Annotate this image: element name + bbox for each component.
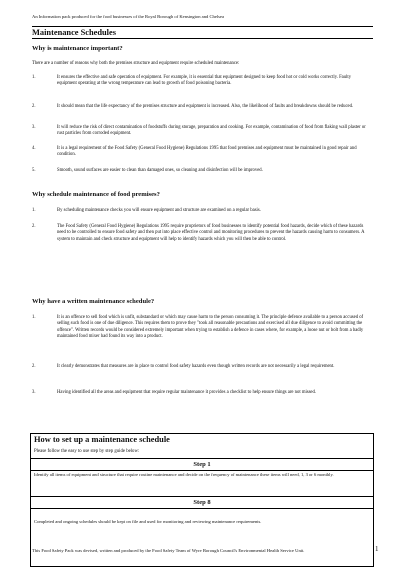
section-heading-schedule-maintenance: Why schedule maintenance of food premises?: [32, 191, 160, 198]
step-1-heading: Step 1: [31, 458, 373, 471]
guide-heading: How to set up a maintenance schedule: [34, 435, 170, 444]
section-intro: There are a number of reasons why both the premises structure and equipment require scheduled maintenance:: [32, 61, 240, 66]
title-bar: [32, 26, 373, 39]
step-1-text: Identify all items of equipment and structure that require routine maintenance and decide on the frequency of maintenance these items will need, 1, 3 or 6 monthly.: [34, 472, 334, 477]
section-heading-written-schedule: Why have a written maintenance schedule?: [32, 298, 155, 305]
step-8-heading: Step 8: [31, 496, 373, 509]
guide-intro: Please follow the easy to use step by step guide below:: [34, 449, 140, 454]
page-title: Maintenance Schedules: [32, 27, 116, 37]
page-number: 1: [375, 545, 379, 553]
maintenance-guide-box: [30, 433, 374, 567]
step-8-text: Completed and ongoing schedules should be kept on file and used for monitoring and reviewing maintenance requirements.: [34, 519, 262, 524]
footer-credit: This Food Safety Pack was devised, written and produced by the Food Safety Team of Wyre Borough Council's Environmental Health Service Unit.: [32, 548, 305, 553]
section-heading-maintenance-important: Why is maintenance important?: [32, 45, 123, 52]
document-page: An Information pack produced for the food businesses of the Royal Borough of Kensington and Chelsea Maintenance Schedules Why is maintenance important? There are a number of reasons why both the premises structure and equipment require scheduled maintenance: 1. It ensures the effective and safe operation of equipment. For example, it is essential that equipment designed to keep food hot or cold works correctly. Faulty equipment operating at the wrong temperature can lead to growth of food poisoning bacteria. 2. It should mean that the life expectancy of the premises structure and equipment is increased. Also, the likelihood of faults and breakdowns should be reduced. 3. It will reduce the risk of direct contamination of foodstuffs during storage, preparation and cooking. For example, contamination of food from flaking wall plaster or rust particles from corroded equipment. 4. It is a legal requirement of the Food Safety (General Food Hygiene) Regulations 1995 that food premises and equipment must be maintained in good repair and condition. 5. Smooth, sound surfaces are easier to clean than damaged ones, so cleaning and disinfection will be improved. Why schedule maintenance of food premises? 1. By scheduling maintenance checks you will ensure equipment and structure are examined on a regular basis. 2. The Food Safety (General Food Hygiene) Regulations 1995 require proprietors of food businesses to identify potential food hazards, decide which of these hazards need to be controlled to ensure food safety and then put into place effective control and monitoring procedures to prevent the hazards causing harm to consumers. A system to maintain and check structure and equipment will help to identify hazards which you will then be able to control. Why have a written maintenance schedule? 1. It is an offence to sell food which is unfit, substandard or which may cause harm to the person consuming it. The principle defence available to a person accused of selling such food is one of due diligence. This requires them to prove they "took all reasonable precautions and exercised all due diligence to avoid committing the offence". Written records would be considered extremely important when trying to establish a defence in cases where, for example, a loose nut or bolt from a badly maintained food mixer had found its way into a product. 2. It clearly demonstrates that measures are in place to control food safety hazards even though written records are not necessarily a legal requirement. 3. Having identified all the areas and equipment that require regular maintenance it provides a checklist to help ensure things are not missed. How to set up a maintenance schedule Please follow the easy to use step by step guide below: Step 1 Identify all items of equipment and structure that require routine maintenance and decide on the frequency of maintenance these items will need, 1, 3 or 6 monthly. Step 8 Completed and ongoing schedules should be kept on file and used for monitoring and reviewing maintenance requirements. This Food Safety Pack was devised, written and produced by the Food Safety Team of Wyre Borough Council's Environmental Health Service Unit. 1: [0, 0, 403, 570]
header-note: An Information pack produced for the food businesses of the Royal Borough of Kensington and Chelsea: [32, 14, 225, 19]
